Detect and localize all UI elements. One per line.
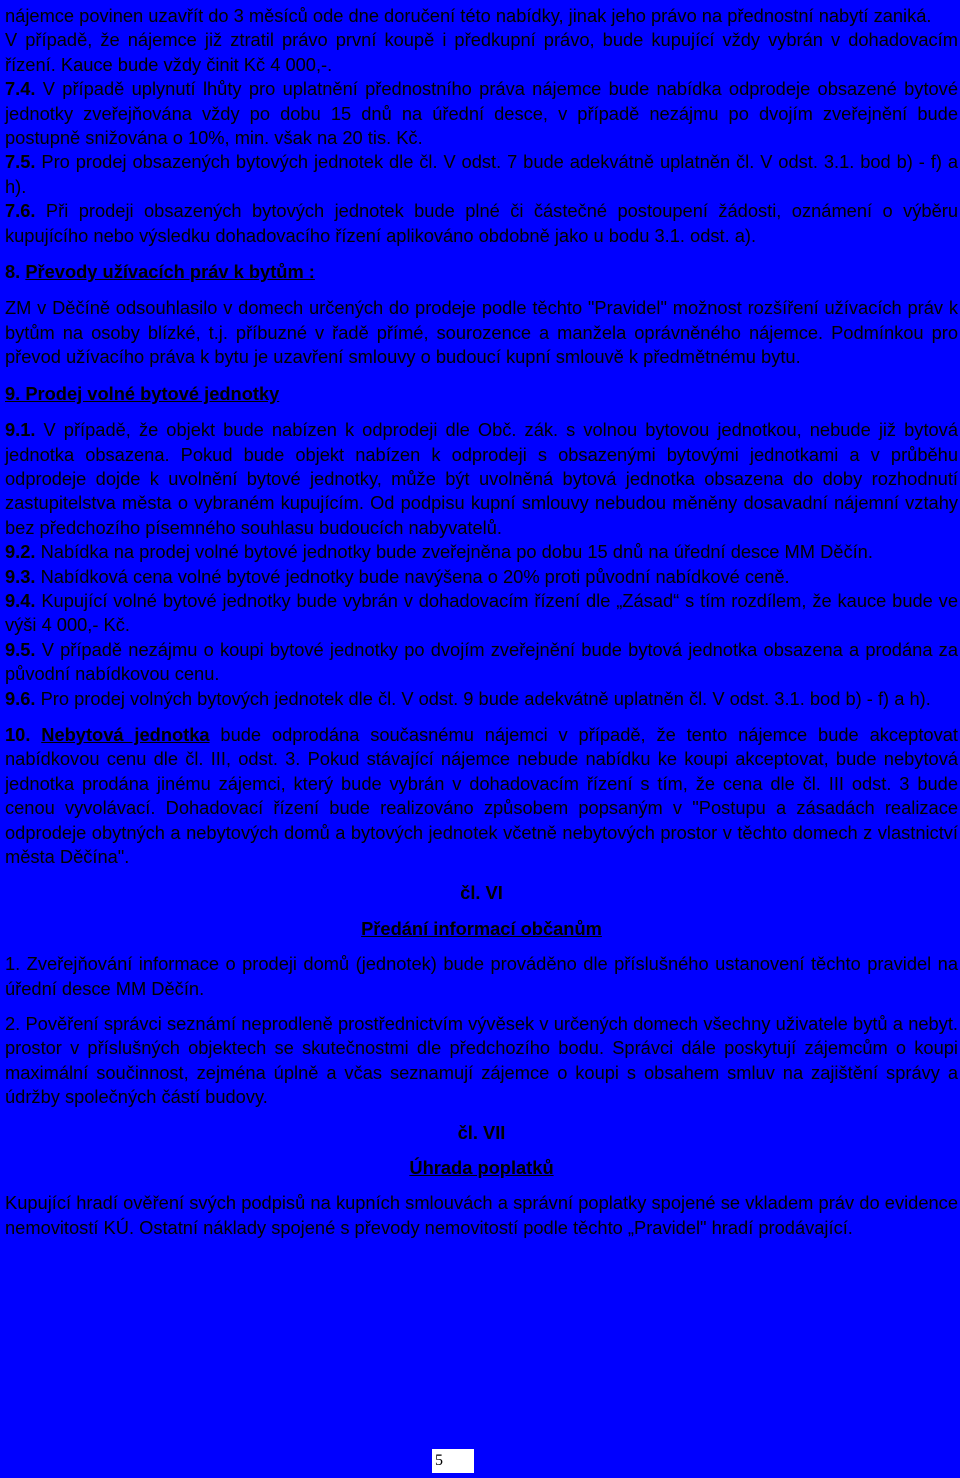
section-heading: Nebytová jednotka [41,723,210,745]
article-6-item-1: 1. Zveřejňování informace o prodeji domů (jednotek) bude prováděno dle příslušného ustanovení těchto pravidel na úřední desce MM Děčín. [5,953,958,999]
section-9-4 [5,589,958,638]
section-heading: 9. Prodej volné bytové jednotky [5,382,280,404]
document-body [5,4,958,1240]
article-6-item-2: 2. Pověření správci seznámí neprodleně prostřednictvím vývěsek v určených domech všechny uživatele bytů a nebyt. prostor v příslušných objektech se skutečnostmi dle předchozího bodu. Správci dále poskytují zájemcům o koupi maximální součinnost, zejména úplně a včas seznamují zájemce o koupi s obsahem smluv na zajištění správy a údržby společných částí budovy. [5,1013,958,1108]
section-text: Pro prodej obsazených bytových jednotek dle čl. V odst. 7 bude adekvátně uplatněn čl. V odst. 3.1. bod b) - f) a h). [5,151,958,197]
section-heading: Převody užívacích práv k bytům : [25,261,315,283]
section-8-text: ZM v Děčíně odsouhlasilo v domech určených do prodeje podle těchto "Pravidel" možnost rozšíření užívacích práv k bytům na osoby blízké, t.j. příbuzné v řadě přímé, sourozence a manžela oprávněného nájemce. Podmínkou pro převod užívacího práva k bytu je uzavření smlouvy o budoucí kupní smlouvě k předmětnému bytu. [5,297,958,368]
section-number: 9.1. [5,419,36,441]
section-text: Kupující volné bytové jednotky bude vybrán v dohadovacím řízení dle „Zásad“ s tím rozdílem, že kauce bude ve výši 4 000,- Kč. [5,589,958,636]
paragraph-intro: nájemce povinen uzavřít do 3 měsíců ode dne doručení této nabídky, jinak jeho právo na přednostní nabytí zaniká. [5,5,932,26]
article-6-title: čl. VI [460,882,503,904]
section-number: 8. [5,261,26,283]
section-9-6 [5,687,958,711]
section-10 [5,723,958,869]
section-number: 9.4. [5,589,36,611]
section-text: Pro prodej volných bytových jednotek dle čl. V odst. 9 bude adekvátně uplatněn čl. V odst. 3.1. bod b) - f) a h). [35,687,931,709]
section-7-6 [5,199,958,248]
section-text: bude odprodána současnému nájemci v případě, že tento nájemce bude akceptovat nabídkovou cenu dle čl. III, odst. 3. Pokud stávající nájemce nebude nabídku ke koupi akceptovat, bude nebytová jednotka prodána jinému zájemci, který bude vybrán v dohadovacím řízení s tím, že cena dle čl. III odst. 3 bude cenou vyvolávací. Dohadovací řízení bude realizováno způsobem popsaným v "Postupu a zásadách realizace odprodeje obytných a nebytových domů a bytových jednotek včetně nebytových prostor v těchto domech z vlastnictví města Děčína". [5,723,958,867]
section-7-4 [5,77,958,150]
section-text: Nabídka na prodej volné bytové jednotky bude zveřejněna po dobu 15 dnů na úřední desce MM Děčín. [35,541,873,563]
section-text: Nabídková cena volné bytové jednotky bude navýšena o 20% proti původní nabídkové ceně. [35,565,790,587]
section-9-heading [5,382,958,406]
article-7-text: Kupující hradí ověření svých podpisů na kupních smlouvách a správní poplatky spojené se vkladem práv do evidence nemovitostí KÚ. Ostatní náklady spojené s převody nemovitostí podle těchto „Pravidel" hradí prodávající. [5,1192,958,1238]
section-9-3 [5,565,958,589]
section-number: 9.2. [5,541,36,563]
section-text: V případě uplynutí lhůty pro uplatnění přednostního práva nájemce bude nabídka odprodeje obsazené bytové jednotky zveřejňována vždy po dobu 15 dnů na úřední desce, v případě nezájmu po dvojím zveřejnění bude postupně snižována o 10%, min. však na 20 tis. Kč. [5,78,958,149]
section-number: 9.3. [5,565,36,587]
section-9-2 [5,540,958,564]
section-number: 9.6. [5,687,36,709]
article-7-heading: Úhrada poplatků [409,1157,554,1179]
section-text: V případě nezájmu o koupi bytové jednotky po dvojím zveřejnění bude bytová jednotka obsazena a prodána za původní nabídkovou cenu. [5,638,958,685]
section-number: 7.4. [5,78,36,100]
section-text: V případě, že objekt bude nabízen k odprodeji dle Obč. zák. s volnou bytovou jednotkou, nebude již bytová jednotka obsazena. Pokud bude objekt nabízen k odprodeji s obsazenými bytovými jednotkami a v průběhu odprodeje dojde k uvolnění bytové jednotky, může být uvolněná bytová jednotka obsazena do doby rozhodnutí zastupitelstva města o vybraném kupujícím. Od podpisu kupní smlouvy nebudou měněny dosavadní nájemní vztahy bez předchozího písemného souhlasu budoucích nabyvatelů. [5,419,958,538]
section-number: 9.5. [5,638,36,660]
page-number: 5 [432,1449,474,1473]
section-text: Při prodeji obsazených bytových jednotek bude plné či částečné postoupení žádosti, oznámení o výběru kupujícího nebo výsledku dohadovacího řízení aplikováno obdobně jako u bodu 3.1. odst. a). [5,200,958,246]
article-7-title: čl. VII [457,1121,506,1143]
section-8-heading [5,260,958,284]
section-9-1 [5,418,958,540]
article-6-heading: Předání informací občanům [361,917,602,939]
section-7-5 [5,150,958,199]
section-number: 7.5. [5,151,36,173]
section-number: 7.6. [5,200,36,222]
section-number: 10. [5,723,42,745]
paragraph-deposit: V případě, že nájemce již ztratil právo první koupě i předkupní právo, bude kupující vždy vybrán v dohadovacím řízení. Kauce bude vždy činit Kč 4 000,-. [5,29,958,75]
section-9-5 [5,638,958,687]
